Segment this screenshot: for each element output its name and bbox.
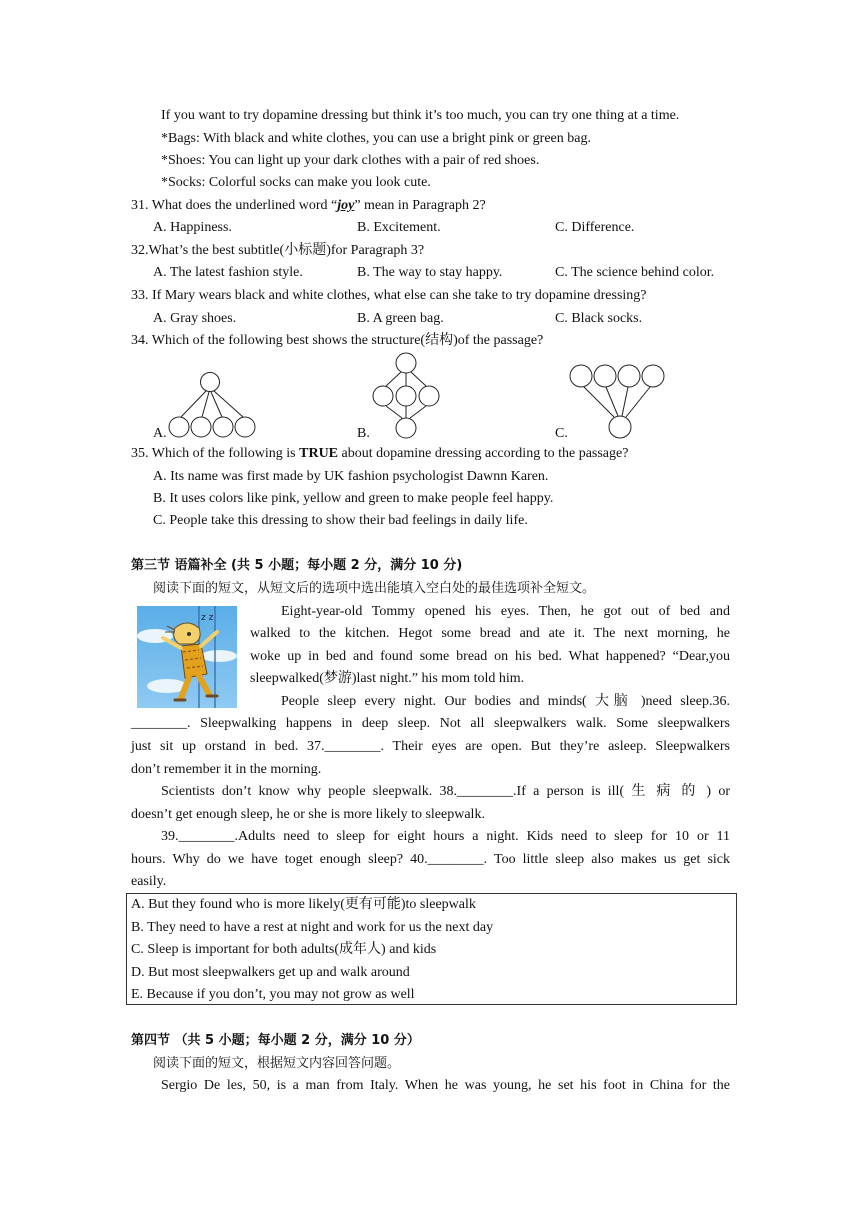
passage-line-3: woke up in bed and found some bread on his bed. What happened? “Dear,you: [250, 649, 730, 664]
q31-option-c: C. Difference.: [555, 220, 635, 235]
question-number: 34.: [131, 333, 149, 348]
q32-option-b: B. The way to stay happy.: [357, 265, 503, 280]
passage-line-13: easily.: [131, 874, 167, 889]
bullet-socks: *Socks: Colorful socks can make you look cute.: [161, 175, 431, 190]
q33-option-c: C. Black socks.: [555, 311, 643, 326]
q31-option-a: A. Happiness.: [153, 220, 232, 235]
q34-option-a: A.: [153, 426, 167, 441]
q33-option-b: B. A green bag.: [357, 311, 444, 326]
sleepwalking-cartoon-image: [137, 606, 237, 708]
passage-line-5: People sleep every night. Our bodies and minds( 大脑 )need sleep.36.: [281, 694, 730, 709]
question-number: 35.: [131, 446, 149, 461]
section4-heading: 第四节 （共 5 小题；每小题 2 分，满分 10 分）: [131, 1033, 420, 1048]
stem-part: If Mary wears black and white clothes, what else can she take to try dopamine dressing?: [152, 288, 647, 303]
stem-part: What’s the best subtitle(小标题)for Paragraph 3?: [148, 243, 425, 258]
question-33-stem: [131, 287, 647, 305]
passage-line-1: Eight-year-old Tommy opened his eyes. Then, he got out of bed and: [281, 604, 730, 619]
question-34-stem: [131, 332, 543, 350]
question-35-stem: [131, 445, 628, 463]
section3-instruction: 阅读下面的短文，从短文后的选项中选出能填入空白处的最佳选项补全短文。: [153, 581, 596, 596]
section4-instruction: 阅读下面的短文，根据短文内容回答问题。: [153, 1056, 401, 1071]
stem-part: Which of the following best shows the structure(结构)of the passage?: [151, 333, 544, 348]
bullet-bags: *Bags: With black and white clothes, you can use a bright pink or green bag.: [161, 131, 591, 146]
stem-part: Which of the following is: [151, 446, 300, 461]
section4-passage-line: Sergio De les, 50, is a man from Italy. When he was young, he set his foot in China for the: [161, 1078, 730, 1093]
passage-line-8: don’t remember it in the morning.: [131, 762, 322, 777]
choice-option-a: A. But they found who is more likely(更有可能)to sleepwalk: [131, 897, 476, 912]
q32-option-a: A. The latest fashion style.: [153, 265, 303, 280]
passage-line-10: doesn’t get enough sleep, he or she is more likely to sleepwalk.: [131, 807, 485, 822]
passage-line-2: walked to the kitchen. Hegot some bread and ate it. The next morning, he: [250, 626, 730, 641]
svg-text:z z: z z: [201, 613, 214, 623]
question-number: 32.: [131, 243, 149, 258]
q32-option-c: C. The science behind color.: [555, 265, 715, 280]
section3-heading: 第三节 语篇补全 (共 5 小题；每小题 2 分，满分 10 分): [131, 558, 463, 573]
passage-line-11: 39.________.Adults need to sleep for eight hours a night. Kids need to sleep for 10 or 11: [161, 829, 730, 844]
passage-line-6: ________. Sleepwalking happens in deep sleep. Not all sleepwalkers walk. Some sleepwalkers: [131, 716, 730, 731]
q35-option-c: C. People take this dressing to show their bad feelings in daily life.: [153, 513, 528, 528]
q34-option-c: C.: [555, 426, 568, 441]
passage-line-7: just sit up orstand in bed. 37.________. Their eyes are open. But they’re asleep. Sleepwalkers: [131, 739, 730, 754]
choice-option-d: D. But most sleepwalkers get up and walk around: [131, 965, 410, 980]
choice-option-c: C. Sleep is important for both adults(成年人) and kids: [131, 942, 437, 957]
passage-line-4: sleepwalked(梦游)last night.” his mom told him.: [250, 671, 525, 686]
question-32-stem: [131, 242, 424, 260]
structure-diagram-c: [566, 362, 668, 440]
reading-intro-line: If you want to try dopamine dressing but think it’s too much, you can try one thing at a time.: [161, 108, 680, 123]
q35-option-b: B. It uses colors like pink, yellow and green to make people feel happy.: [153, 491, 554, 506]
question-number: 33.: [131, 288, 149, 303]
stem-bold-word: TRUE: [299, 446, 339, 461]
q35-option-a: A. Its name was first made by UK fashion psychologist Dawnn Karen.: [153, 469, 549, 484]
passage-line-12: hours. Why do we have toget enough sleep? 40.________. Too little sleep also makes us get sick: [131, 852, 730, 867]
stem-part: about dopamine dressing according to the passage?: [338, 446, 629, 461]
choice-option-e: E. Because if you don’t, you may not grow as well: [131, 987, 415, 1002]
passage-line-9: Scientists don’t know why people sleepwalk. 38.________.If a person is ill( 生 病 的 ) or: [161, 784, 730, 799]
q31-option-b: B. Excitement.: [357, 220, 441, 235]
stem-part: ” mean in Paragraph 2?: [354, 198, 486, 213]
structure-diagram-b: [368, 350, 448, 440]
bullet-shoes: *Shoes: You can light up your dark clothes with a pair of red shoes.: [161, 153, 540, 168]
underlined-word: joy: [337, 198, 355, 213]
choice-option-b: B. They need to have a rest at night and work for us the next day: [131, 920, 494, 935]
q33-option-a: A. Gray shoes.: [153, 311, 237, 326]
question-number: 31.: [131, 198, 149, 213]
question-31-stem: [131, 197, 486, 215]
stem-part: What does the underlined word “: [151, 198, 338, 213]
q34-option-b: B.: [357, 426, 370, 441]
